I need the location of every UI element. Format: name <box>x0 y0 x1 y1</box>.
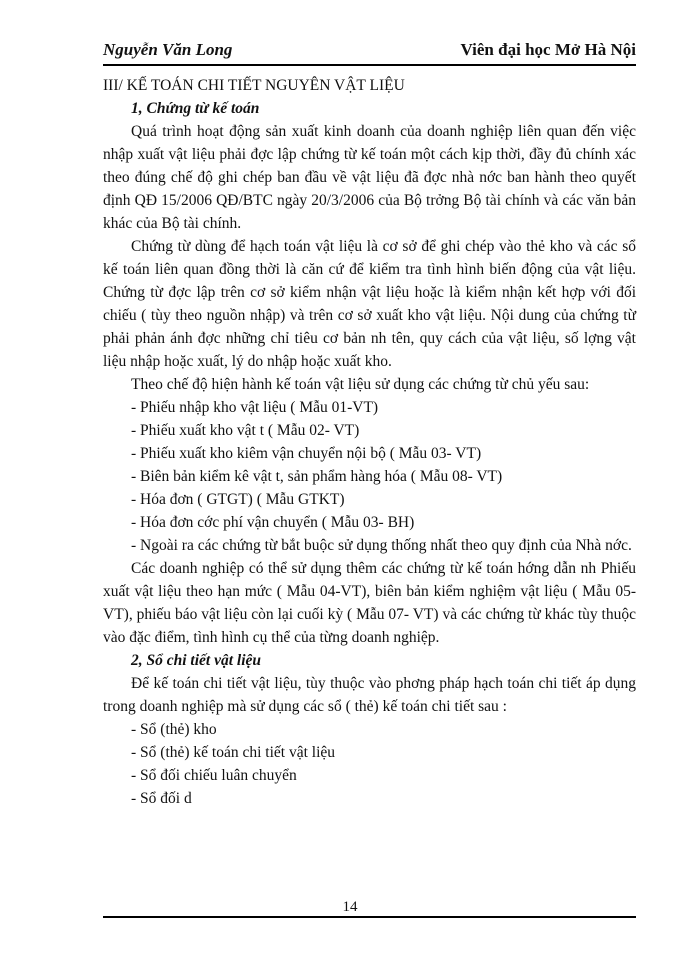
document-body <box>103 74 636 810</box>
list-item: - Hóa đơn cớc phí vận chuyển ( Mẫu 03- BH) <box>131 514 415 531</box>
list-item: - Phiếu xuất kho kiêm vận chuyển nội bộ ( Mẫu 03- VT) <box>131 445 482 462</box>
paragraph-3: Theo chế độ hiện hành kế toán vật liệu sử dụng các chứng từ chủ yếu sau: <box>131 376 590 393</box>
list-item: - Sổ (thẻ) kho <box>131 721 217 738</box>
paragraph-1: Quá trình hoạt động sản xuất kinh doanh của doanh nghiệp liên quan đến việc nhập xuất vật liệu phải đợc lập chứng từ kế toán một cách kịp thời, đầy đủ chính xác theo đúng chế độ ghi chép ban đầu về vật liệu đã đợc nhà nớc ban hành theo quyết định QĐ 15/2006 QĐ/BTC ngày 20/3/2006 của Bộ trởng Bộ tài chính và các văn bản khác của Bộ tài chính. <box>103 123 636 232</box>
institution-name: Viên đại học Mở Hà Nội <box>460 40 636 59</box>
paragraph-5: Các doanh nghiệp có thể sử dụng thêm các chứng từ kế toán hớng dẫn nh Phiếu xuất vật liệu theo hạn mức ( Mẫu 04-VT), biên bản kiểm nghiệm vật liệu ( Mẫu 05- VT), phiếu báo vật liệu còn lại cuối kỳ ( Mẫu 07- VT) và các chứng từ khác tùy thuộc vào đặc điểm, tình hình cụ thể của từng doanh nghiệp. <box>103 560 636 646</box>
list-item: - Phiếu nhập kho vật liệu ( Mẫu 01-VT) <box>131 399 379 416</box>
list-item: - Hóa đơn ( GTGT) ( Mẫu GTKT) <box>131 491 345 508</box>
footer-divider <box>103 916 636 918</box>
list-item: - Sổ (thẻ) kế toán chi tiết vật liệu <box>131 744 336 761</box>
list-item: - Phiếu xuất kho vật t ( Mẫu 02- VT) <box>131 422 360 439</box>
list-item: - Sổ đối chiếu luân chuyển <box>131 767 297 784</box>
paragraph-4: - Ngoài ra các chứng từ bắt buộc sử dụng thống nhất theo quy định của Nhà nớc. <box>131 537 632 554</box>
page-header <box>103 38 636 66</box>
paragraph-6: Để kế toán chi tiết vật liệu, tùy thuộc vào phơng pháp hạch toán chi tiết áp dụng trong doanh nghiệp mà sử dụng các sổ ( thẻ) kế toán chi tiết sau : <box>103 675 636 715</box>
section-title: III/ KẾ TOÁN CHI TIẾT NGUYÊN VẬT LIỆU <box>103 77 405 94</box>
paragraph-2: Chứng từ dùng để hạch toán vật liệu là cơ sở để ghi chép vào thẻ kho và các sổ kế toán liên quan đồng thời là căn cứ để kiểm tra tình hình biến động của vật liệu. Chứng từ đợc lập trên cơ sở kiểm nhận vật liệu hoặc là kiểm nhận kết hợp với đối chiếu ( tùy theo nguồn nhập) và trên cơ sở xuất kho vật liệu. Nội dung của chứng từ phải phản ánh đợc những chỉ tiêu cơ bản nh tên, quy cách của vật liệu, số lợng vật liệu nhập hoặc xuất, lý do nhập hoặc xuất kho. <box>103 238 636 370</box>
page-number: 14 <box>342 899 358 915</box>
author-name: Nguyễn Văn Long <box>103 40 233 59</box>
list-item: - Biên bản kiểm kê vật t, sản phẩm hàng hóa ( Mẫu 08- VT) <box>131 468 503 485</box>
list-item: - Sổ đối d <box>131 790 192 807</box>
subsection-title-1: 1, Chứng từ kế toán <box>131 100 260 117</box>
subsection-title-2: 2, Sổ chi tiết vật liệu <box>131 652 262 669</box>
